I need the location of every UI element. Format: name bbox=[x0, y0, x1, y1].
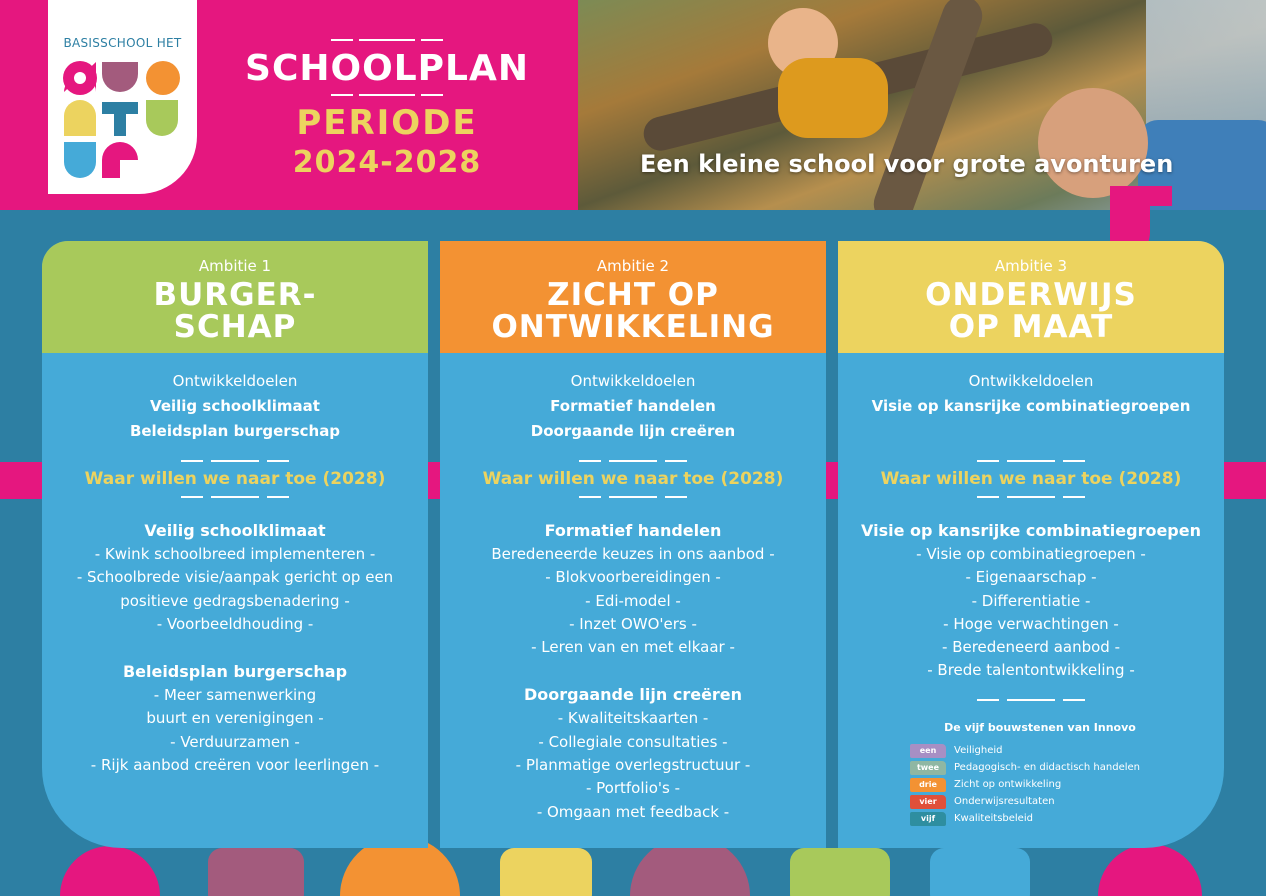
ambition-body bbox=[42, 519, 428, 777]
ambition-column-1 bbox=[42, 241, 428, 848]
band-label-1: Waar willen we naar toe (2028) bbox=[84, 469, 386, 489]
title-decoration-top bbox=[232, 36, 542, 44]
legend-label: Kwaliteitsbeleid bbox=[954, 813, 1033, 824]
list-item: Beredeneerde keuzes in ons aanbod - bbox=[491, 545, 775, 563]
ambition-body bbox=[838, 519, 1224, 701]
list-item: - Brede talentontwikkeling - bbox=[927, 661, 1135, 680]
ambition-body bbox=[440, 519, 826, 824]
development-goals bbox=[440, 353, 826, 444]
building-block-icon: vier bbox=[910, 795, 946, 809]
ambition-title: ZICHT OP ONTWIKKELING bbox=[491, 277, 775, 345]
goals-label: Ontwikkeldoelen bbox=[968, 372, 1094, 390]
section-title: Beleidsplan burgerschap bbox=[122, 662, 348, 682]
divider-decoration bbox=[838, 460, 1224, 462]
legend-item bbox=[910, 776, 1210, 793]
ambition-number: Ambitie 2 bbox=[596, 257, 670, 275]
legend-label: Veiligheid bbox=[954, 745, 1003, 756]
ambition-number: Ambitie 1 bbox=[198, 257, 272, 275]
goals-label: Ontwikkeldoelen bbox=[172, 372, 298, 390]
list-item: - Schoolbrede visie/aanpak gericht op een positieve gedragsbenadering - bbox=[76, 568, 394, 610]
goal-item: Formatief handelen bbox=[550, 397, 716, 415]
ambition-header bbox=[42, 241, 428, 353]
list-item: - Omgaan met feedback - bbox=[536, 802, 730, 821]
development-goals bbox=[838, 353, 1224, 419]
divider-decoration bbox=[440, 460, 826, 462]
building-block-icon: een bbox=[910, 744, 946, 758]
list-item: - Kwaliteitskaarten - bbox=[557, 709, 709, 728]
ambition-column-3 bbox=[838, 241, 1224, 848]
list-item: - Eigenaarschap - bbox=[965, 568, 1097, 587]
band-label-2: Waar willen we naar toe (2028) bbox=[482, 469, 784, 489]
logo-letters-icon bbox=[60, 58, 186, 184]
ambition-header bbox=[440, 241, 826, 353]
section-title: Veilig schoolklimaat bbox=[144, 521, 326, 540]
divider-decoration bbox=[838, 699, 1224, 701]
list-item: - Planmatige overlegstructuur - bbox=[515, 756, 751, 775]
list-item: - Rijk aanbod creëren voor leerlingen - bbox=[90, 756, 380, 775]
legend-item bbox=[910, 793, 1210, 810]
section-title: Visie op kansrijke combinatiegroepen bbox=[860, 521, 1201, 540]
section-title: Doorgaande lijn creëren bbox=[523, 685, 743, 705]
list-item: - Verduurzamen - bbox=[170, 732, 300, 751]
list-item: - Inzet OWO'ers - bbox=[569, 614, 697, 633]
ambition-header bbox=[838, 241, 1224, 353]
list-item: - Edi-model - bbox=[585, 591, 681, 610]
divider-decoration bbox=[838, 496, 1224, 498]
period-years: 2024-2028 bbox=[292, 145, 482, 180]
ambition-number: Ambitie 3 bbox=[994, 257, 1068, 275]
tagline: Een kleine school voor grote avonturen bbox=[640, 150, 1174, 178]
goals-label: Ontwikkeldoelen bbox=[570, 372, 696, 390]
list-item: - Portfolio's - bbox=[585, 779, 680, 798]
header-photo-children-in-tree bbox=[578, 0, 1266, 210]
divider-decoration bbox=[440, 496, 826, 498]
list-item: - Voorbeeldhouding - bbox=[156, 614, 314, 633]
legend-label: Zicht op ontwikkeling bbox=[954, 779, 1062, 790]
building-block-icon: twee bbox=[910, 761, 946, 775]
ambition-title: ONDERWIJS OP MAAT bbox=[925, 277, 1137, 345]
list-item: - Differentiatie - bbox=[971, 591, 1091, 610]
list-item: - Collegiale consultaties - bbox=[538, 732, 728, 751]
goal-item: Doorgaande lijn creëren bbox=[530, 422, 736, 440]
ambition-column-2 bbox=[440, 241, 826, 848]
building-block-icon: vijf bbox=[910, 812, 946, 826]
list-item: - Visie op combinatiegroepen - bbox=[916, 545, 1146, 563]
title-decoration-bottom bbox=[232, 91, 542, 99]
goal-item: Veilig schoolklimaat bbox=[150, 397, 320, 415]
divider-decoration bbox=[42, 460, 428, 462]
ambition-title: BURGER- SCHAP bbox=[153, 277, 317, 345]
legend-label: Onderwijsresultaten bbox=[954, 796, 1055, 807]
header-banner bbox=[0, 0, 1266, 210]
list-item: - Hoge verwachtingen - bbox=[943, 614, 1119, 633]
legend-item bbox=[910, 759, 1210, 776]
divider-decoration bbox=[42, 496, 428, 498]
legend-title: De vijf bouwstenen van Innovo bbox=[944, 721, 1136, 734]
legend-item bbox=[910, 810, 1210, 827]
page-title: SCHOOLPLAN bbox=[245, 48, 529, 89]
list-item: - Kwink schoolbreed implementeren - bbox=[94, 545, 376, 563]
legend-label: Pedagogisch- en didactisch handelen bbox=[954, 762, 1140, 773]
logo-caption: BASISSCHOOL HET bbox=[63, 36, 182, 50]
list-item: - Meer samenwerking buurt en verenigingen - bbox=[146, 686, 324, 728]
list-item: - Leren van en met elkaar - bbox=[531, 638, 735, 657]
list-item: - Blokvoorbereidingen - bbox=[545, 568, 721, 587]
legend-item bbox=[910, 742, 1210, 759]
band-label-3: Waar willen we naar toe (2028) bbox=[880, 469, 1182, 489]
building-block-icon: drie bbox=[910, 778, 946, 792]
period-label: PERIODE bbox=[296, 103, 478, 143]
title-block bbox=[232, 36, 542, 180]
goal-item: Visie op kansrijke combinatiegroepen bbox=[871, 397, 1191, 415]
building-blocks-legend bbox=[910, 721, 1210, 827]
development-goals bbox=[42, 353, 428, 444]
list-item: - Beredeneerd aanbod - bbox=[942, 638, 1120, 657]
section-title: Formatief handelen bbox=[544, 521, 722, 540]
goal-item: Beleidsplan burgerschap bbox=[129, 422, 341, 440]
school-logo bbox=[48, 0, 197, 194]
